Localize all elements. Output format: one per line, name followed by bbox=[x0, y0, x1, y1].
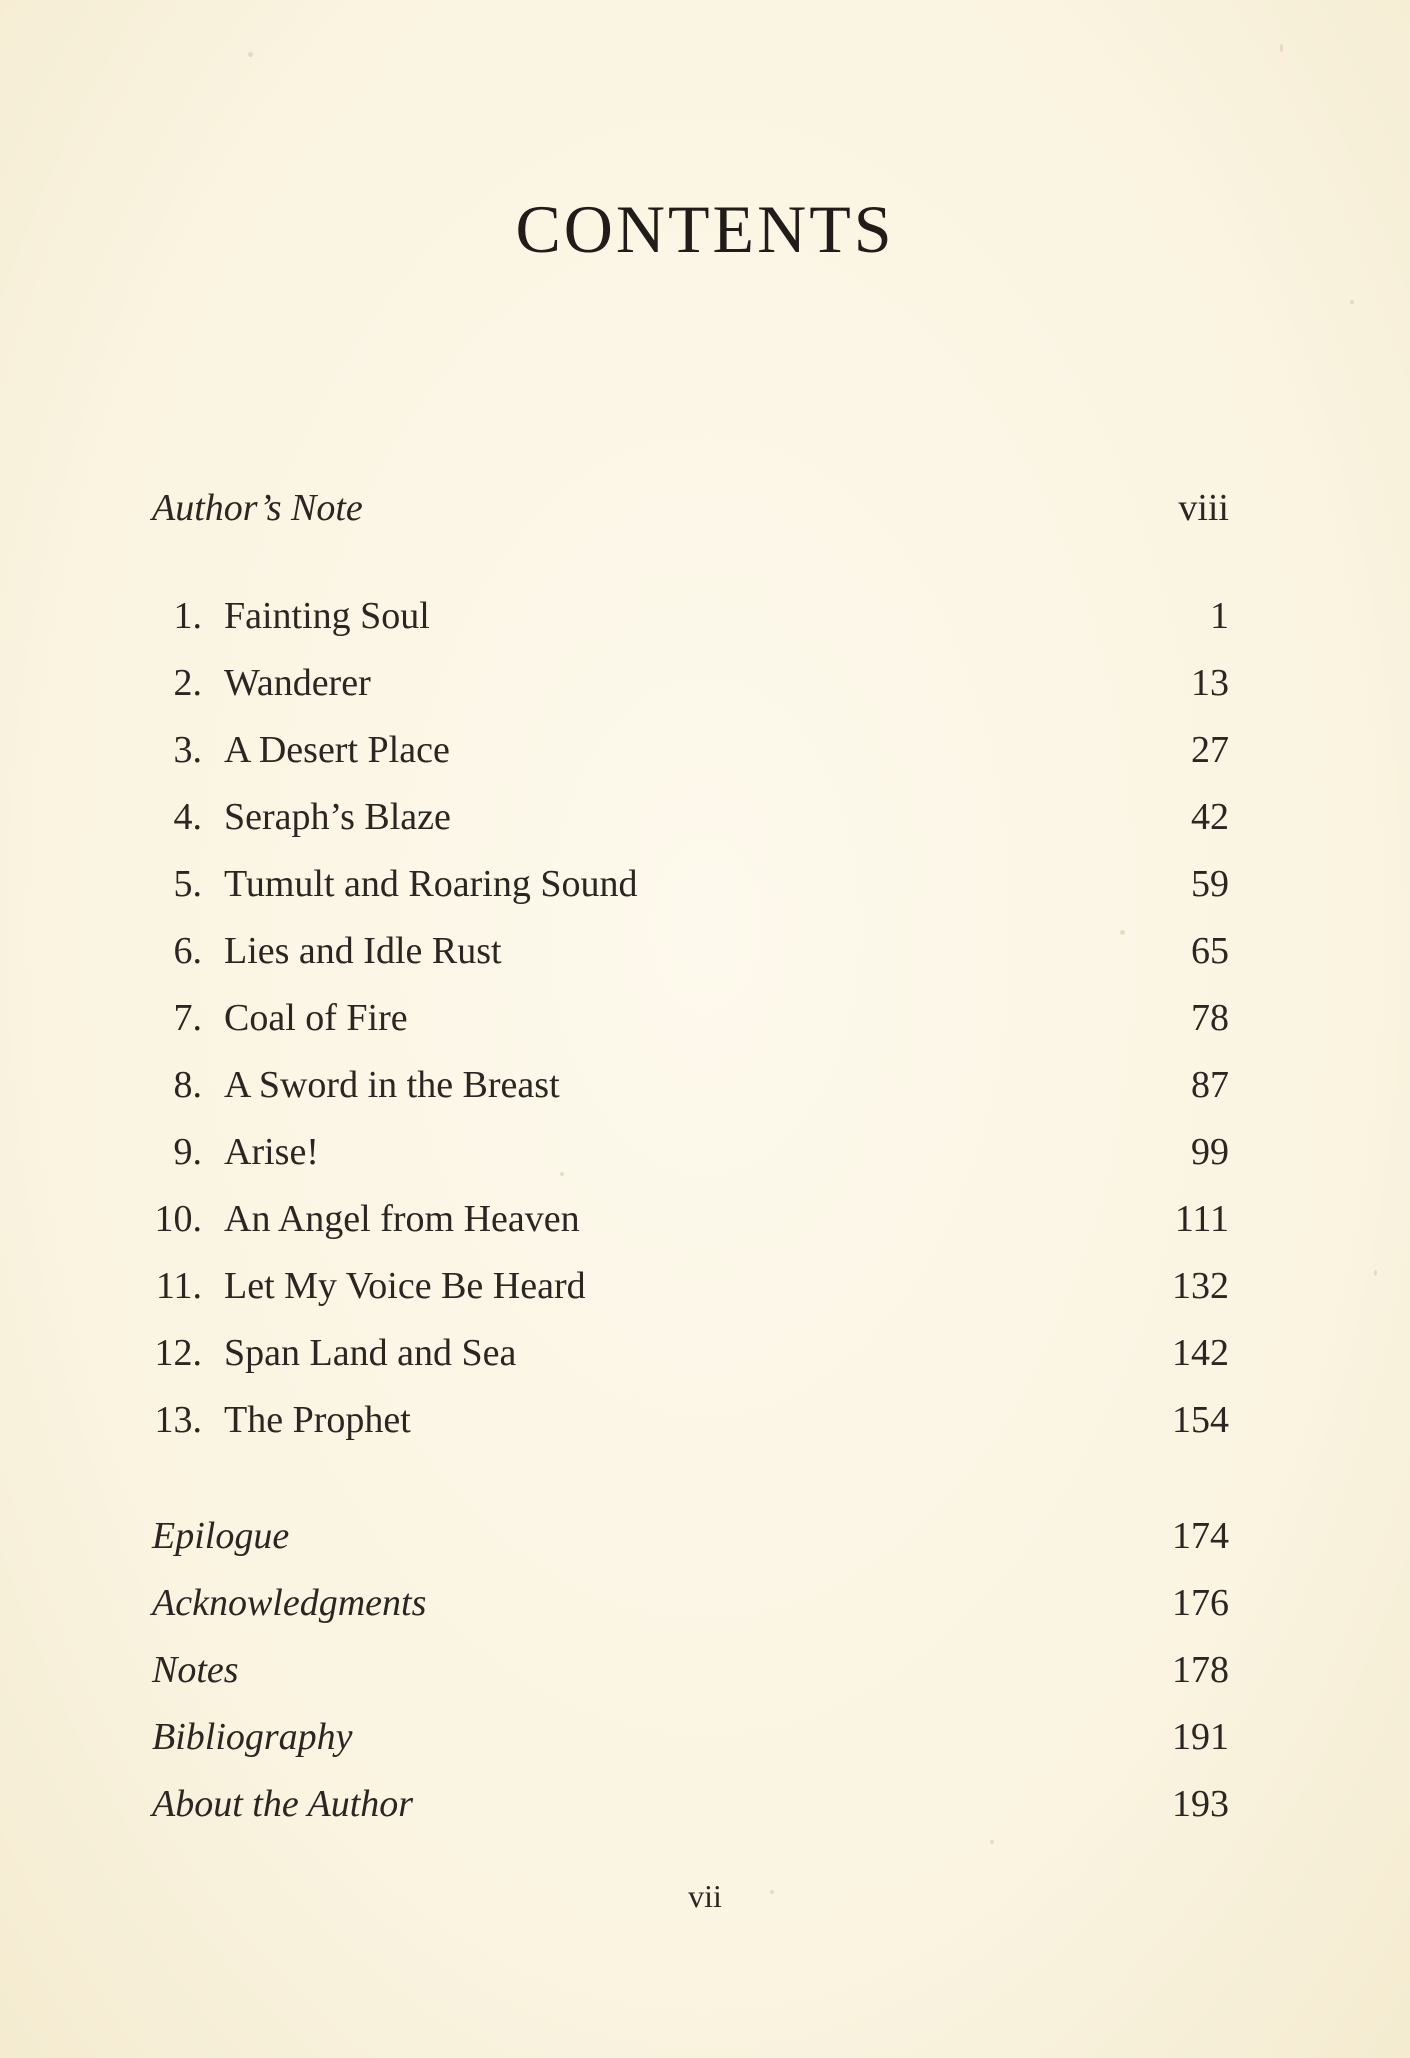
chapter-number: 6. bbox=[173, 930, 202, 972]
chapter-title: Coal of Fire bbox=[224, 997, 408, 1039]
chapter-title: The Prophet bbox=[224, 1399, 411, 1441]
entry-page-number: 42 bbox=[1191, 796, 1229, 838]
entry-page-number: 65 bbox=[1191, 930, 1229, 972]
entry-page-number: 111 bbox=[1174, 1198, 1229, 1240]
entry-page-number: 1 bbox=[1210, 595, 1229, 637]
entry-page-number: 191 bbox=[1172, 1716, 1229, 1758]
chapter-title: Span Land and Sea bbox=[224, 1332, 517, 1374]
toc-entry-chapter-8[interactable] bbox=[152, 1055, 1229, 1115]
toc-entry-chapter-12[interactable] bbox=[152, 1323, 1229, 1383]
entry-page-number: 176 bbox=[1172, 1582, 1229, 1624]
chapter-title: An Angel from Heaven bbox=[224, 1198, 580, 1240]
toc-entry-bibliography[interactable] bbox=[152, 1707, 1229, 1767]
entry-page-number: 154 bbox=[1172, 1399, 1229, 1441]
chapter-title: Tumult and Roaring Sound bbox=[224, 863, 638, 905]
page-title: CONTENTS bbox=[515, 191, 895, 267]
entry-page-number: 59 bbox=[1191, 863, 1229, 905]
entry-page-number: 178 bbox=[1172, 1649, 1229, 1691]
page-folio-number: vii bbox=[688, 1878, 722, 1914]
chapter-title: A Sword in the Breast bbox=[224, 1064, 560, 1106]
toc-entry-chapter-2[interactable] bbox=[152, 653, 1229, 713]
entry-page-number: 142 bbox=[1172, 1332, 1229, 1374]
toc-entry-acknowledgments[interactable] bbox=[152, 1573, 1229, 1633]
chapter-title: Let My Voice Be Heard bbox=[224, 1265, 586, 1307]
entry-label: Notes bbox=[152, 1649, 239, 1691]
entry-page-number: 78 bbox=[1191, 997, 1229, 1039]
chapter-number: 10. bbox=[154, 1198, 202, 1240]
chapter-number: 3. bbox=[173, 729, 202, 771]
chapter-number: 13. bbox=[154, 1399, 202, 1441]
toc-entry-chapter-7[interactable] bbox=[152, 988, 1229, 1048]
chapter-title: Wanderer bbox=[224, 662, 371, 704]
chapter-number: 1. bbox=[173, 595, 202, 637]
entry-label: Epilogue bbox=[152, 1515, 290, 1557]
toc-entry-authors-note[interactable] bbox=[152, 478, 1229, 538]
chapter-number: 5. bbox=[173, 863, 202, 905]
chapter-number: 2. bbox=[173, 662, 202, 704]
toc-entry-chapter-4[interactable] bbox=[152, 787, 1229, 847]
toc-entry-about-the-author[interactable] bbox=[152, 1774, 1229, 1834]
chapter-number: 8. bbox=[173, 1064, 202, 1106]
toc-entry-chapter-13[interactable] bbox=[152, 1390, 1229, 1450]
toc-entry-notes[interactable] bbox=[152, 1640, 1229, 1700]
toc-entry-chapter-9[interactable] bbox=[152, 1122, 1229, 1182]
entry-label: Author’s Note bbox=[152, 487, 363, 529]
entry-page-number: 13 bbox=[1191, 662, 1229, 704]
entry-page-number: viii bbox=[1178, 487, 1229, 529]
toc-entry-chapter-10[interactable] bbox=[152, 1189, 1229, 1249]
chapter-number: 4. bbox=[173, 796, 202, 838]
entry-label: Acknowledgments bbox=[152, 1582, 427, 1624]
toc-entry-chapter-3[interactable] bbox=[152, 720, 1229, 780]
entry-page-number: 87 bbox=[1191, 1064, 1229, 1106]
chapter-title: Arise! bbox=[224, 1131, 319, 1173]
chapter-title: Lies and Idle Rust bbox=[224, 930, 502, 972]
entry-label: About the Author bbox=[152, 1783, 414, 1825]
entry-page-number: 132 bbox=[1172, 1265, 1229, 1307]
entry-page-number: 193 bbox=[1172, 1783, 1229, 1825]
chapter-title: Fainting Soul bbox=[224, 595, 430, 637]
entry-page-number: 174 bbox=[1172, 1515, 1229, 1557]
toc-entry-chapter-11[interactable] bbox=[152, 1256, 1229, 1316]
toc-entry-chapter-5[interactable] bbox=[152, 854, 1229, 914]
chapter-title: A Desert Place bbox=[224, 729, 450, 771]
chapter-number: 7. bbox=[173, 997, 202, 1039]
chapter-number: 9. bbox=[173, 1131, 202, 1173]
toc-entry-epilogue[interactable] bbox=[152, 1506, 1229, 1566]
chapter-number: 12. bbox=[154, 1332, 202, 1374]
toc-entry-chapter-6[interactable] bbox=[152, 921, 1229, 981]
entry-label: Bibliography bbox=[152, 1716, 353, 1758]
entry-page-number: 99 bbox=[1191, 1131, 1229, 1173]
chapter-title: Seraph’s Blaze bbox=[224, 796, 451, 838]
chapter-number: 11. bbox=[155, 1265, 202, 1307]
entry-page-number: 27 bbox=[1191, 729, 1229, 771]
toc-entry-chapter-1[interactable] bbox=[152, 586, 1229, 646]
